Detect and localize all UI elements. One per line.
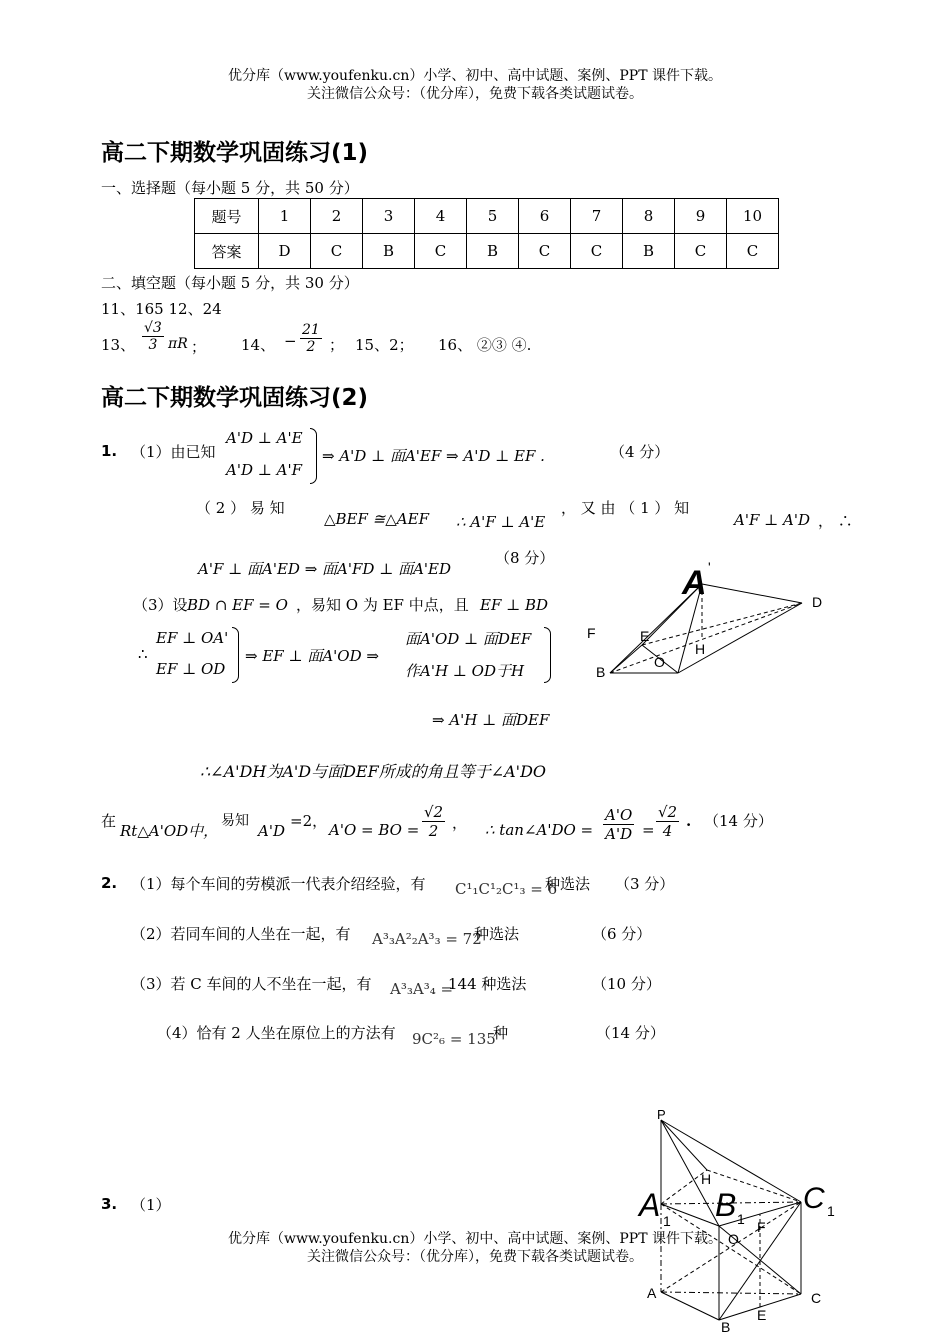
q14-denominator: 2 (306, 339, 316, 355)
p1b-intro: （ 2 ） 易 知 (196, 499, 285, 517)
table-cell: 3 (363, 199, 415, 234)
p2b-score: （6 分） (592, 925, 652, 943)
edge-a-b (661, 1292, 719, 1320)
p1d-four: 4 (662, 822, 673, 840)
label-a-prime: A (682, 564, 707, 602)
label-b1: B (715, 1187, 737, 1223)
table-cell: D (259, 234, 311, 269)
p1a-cond-top: A'D ⊥ A'E (226, 429, 303, 447)
table-cell: C (415, 234, 467, 269)
p3a-text: （1） (131, 1196, 171, 1214)
label-e2: E (757, 1307, 767, 1323)
label-o: O (654, 654, 665, 670)
p1d-ad: A'D (258, 822, 285, 840)
p1c-angle: ∴∠A'DH为A'D与面DEF所成的角且等于∠A'DO (200, 762, 547, 781)
table-cell: 4 (415, 199, 467, 234)
edge-ad (702, 584, 802, 603)
footer-line-2: 关注微信公众号：（优分库），免费下载各类试题试卷。 (307, 1249, 643, 1265)
p1a-result: ⇒ A'D ⊥ 面A'EF ⇒ A'D ⊥ EF . (322, 447, 545, 465)
p1b-score: （8 分） (495, 549, 555, 567)
problem3-label: 3. (101, 1195, 118, 1213)
p1d-comma: ， (452, 814, 468, 832)
p1b-end: ， ∴ (818, 512, 853, 530)
table-cell: C (311, 234, 363, 269)
p1c-brace-left (232, 627, 239, 683)
p1c-intro: （3）设 (133, 596, 188, 614)
pyramid-figure (580, 560, 840, 685)
p2a-text: （1）每个车间的劳模派一代表介绍经验，有 (131, 875, 426, 893)
p1c-therefore: ∴ (138, 645, 148, 663)
p1d-ao2: A'O (605, 806, 633, 824)
p1d-eq2: =2， (290, 812, 328, 830)
p1d-dot: . (686, 812, 692, 830)
table-cell: 1 (259, 199, 311, 234)
label-c1: C (803, 1182, 825, 1215)
label-a1-sub: 1 (663, 1213, 671, 1229)
section2-title: 高二下期数学巩固练习(2) (101, 385, 369, 411)
p2d-score: （14 分） (596, 1024, 665, 1042)
q13-fraction (142, 320, 164, 353)
label-b: B (596, 664, 606, 680)
p1d-score: （14 分） (704, 812, 773, 830)
p2d-formula: 9C²₆ = 135 (412, 1030, 496, 1048)
label-d: D (812, 594, 823, 610)
section1-title: 高二下期数学巩固练习(1) (101, 140, 369, 166)
p1b-perp2: A'F ⊥ A'D (734, 511, 810, 529)
label-c2: C (811, 1290, 822, 1306)
p1d-ad2: A'D (605, 825, 633, 843)
answer-table (194, 198, 779, 269)
table-cell: 5 (467, 199, 519, 234)
p1c-left-top: EF ⊥ OA' (156, 629, 229, 647)
label-p: P (657, 1110, 666, 1122)
choice-heading: 一、选择题（每小题 5 分，共 50 分） (101, 179, 359, 197)
p1d-in: 在 (101, 812, 117, 830)
p1c-left-bottom: EF ⊥ OD (156, 660, 226, 678)
q13-tail: πR (168, 336, 188, 352)
p1c-right-bottom: 作A'H ⊥ OD于H (405, 662, 525, 680)
p2c-formula: A³₃A³₄ = (390, 980, 454, 998)
p1d-fraction-2 (603, 806, 634, 843)
edge-od (678, 603, 802, 673)
p1c-mid: ，易知 O 为 EF 中点，且 (296, 596, 469, 614)
edge-a-c (661, 1292, 801, 1294)
label-b2: B (721, 1319, 731, 1335)
p1b-mid: ， 又 由 （ 1 ） 知 (561, 499, 690, 517)
problem2-label: 2. (101, 874, 118, 892)
p1a-brace (310, 428, 317, 484)
label-f: F (587, 625, 596, 641)
table-row-label: 答案 (195, 234, 259, 269)
label-o2: O (728, 1231, 739, 1247)
p1d-ao-bo: A'O = BO = (329, 821, 420, 839)
p2a-tail: 种选法 (545, 875, 591, 893)
table-cell: C (727, 234, 779, 269)
p1d-equals: = (642, 821, 655, 839)
p1c-implies: ⇒ EF ⊥ 面A'OD ⇒ (245, 647, 379, 665)
p1d-fraction-3 (656, 803, 679, 840)
q16-answer: 16、 ②③ ④. (438, 336, 532, 354)
p1d-tan: ∴ tan∠A'DO = (485, 821, 594, 839)
header-line-1: 优分库（www.youfenku.cn）小学、初中、高中试题、案例、PPT 课件下载。 (227, 68, 722, 84)
edge-bd (610, 603, 802, 673)
label-e: E (640, 628, 650, 644)
label-a2: A (647, 1285, 657, 1301)
q13-denominator: 3 (148, 337, 158, 353)
header-line-2: 关注微信公众号：（优分库），免费下载各类试题试卷。 (307, 86, 643, 102)
table-cell: C (571, 234, 623, 269)
p1b-line2: A'F ⊥ 面A'ED ⇒ 面A'FD ⊥ 面A'ED (198, 560, 452, 578)
table-cell: C (675, 234, 727, 269)
p1c-ef-bd: EF ⊥ BD (480, 596, 549, 614)
q13-label: 13、 (101, 336, 136, 354)
p1d-sqrt2b: √2 (658, 803, 678, 821)
fill-heading: 二、填空题（每小题 5 分，共 30 分） (101, 274, 359, 292)
q14-fraction (300, 322, 322, 355)
table-row (195, 199, 779, 234)
table-cell: 7 (571, 199, 623, 234)
p2c-text: （3）若 C 车间的人不坐在一起，有 (131, 975, 372, 993)
p1d-triangle: Rt△A'OD中， (120, 822, 219, 840)
p2b-formula: A³₃A²₂A³₃ = 72 (372, 930, 482, 948)
p1c-right-top: 面A'OD ⊥ 面DEF (405, 630, 532, 648)
p1a-cond-bottom: A'D ⊥ A'F (226, 461, 302, 479)
p2d-tail: 种 (493, 1024, 509, 1042)
table-cell: 9 (675, 199, 727, 234)
p1a-score: （4 分） (610, 443, 670, 461)
prism-figure (635, 1110, 845, 1344)
q14-separator: ； (329, 336, 345, 354)
label-prime-mark: ' (708, 560, 711, 575)
table-cell: 2 (311, 199, 363, 234)
table-cell: 6 (519, 199, 571, 234)
q15-answer: 15、2； (355, 336, 414, 354)
q13-separator: ； (191, 338, 207, 356)
p2d-text: （4）恰有 2 人坐在原位上的方法有 (157, 1024, 396, 1042)
p1d-two: 2 (428, 822, 439, 840)
label-f2: F (757, 1219, 766, 1235)
label-h2: H (701, 1171, 712, 1187)
q14-numerator: 21 (302, 322, 320, 338)
p1c-bd-ef: BD ∩ EF = O (187, 596, 288, 614)
p1c-result: ⇒ A'H ⊥ 面DEF (432, 711, 550, 729)
table-cell: 10 (727, 199, 779, 234)
q14-sign: − (284, 332, 297, 350)
edge-ed (642, 603, 802, 645)
table-row (195, 234, 779, 269)
table-cell: B (623, 234, 675, 269)
p1d-sqrt2: √2 (424, 803, 444, 821)
p2a-formula: C¹₁C¹₂C¹₃ = 6 (455, 880, 558, 898)
p1b-congruent: △BEF ≅△AEF (324, 510, 429, 528)
table-cell: C (519, 234, 571, 269)
table-cell: 8 (623, 199, 675, 234)
p1c-brace-right (544, 627, 551, 683)
p1b-perp: ∴ A'F ⊥ A'E (456, 513, 546, 531)
p2c-tail: 144 种选法 (448, 975, 527, 993)
table-cell: B (467, 234, 519, 269)
q14-label: 14、 (241, 336, 276, 354)
p2a-score: （3 分） (615, 875, 675, 893)
p1d-fraction-1 (422, 803, 445, 840)
table-row-label: 题号 (195, 199, 259, 234)
label-h: H (695, 641, 706, 657)
p2c-score: （10 分） (592, 975, 661, 993)
p1a-intro: （1）由已知 (131, 443, 216, 461)
p2b-tail: 种选法 (474, 925, 520, 943)
p1d-easy: 易知 (221, 813, 249, 829)
footer-line-1: 优分库（www.youfenku.cn）小学、初中、高中试题、案例、PPT 课件下载。 (227, 1231, 722, 1247)
problem1-label: 1. (101, 442, 118, 460)
label-c1-sub: 1 (827, 1203, 835, 1219)
answers-11-12: 11、165 12、24 (101, 300, 222, 318)
label-b1-sub: 1 (737, 1211, 745, 1227)
p2b-text: （2）若同车间的人坐在一起，有 (131, 925, 351, 943)
table-cell: B (363, 234, 415, 269)
label-a1: A (639, 1187, 661, 1223)
q13-numerator: √3 (144, 320, 162, 336)
